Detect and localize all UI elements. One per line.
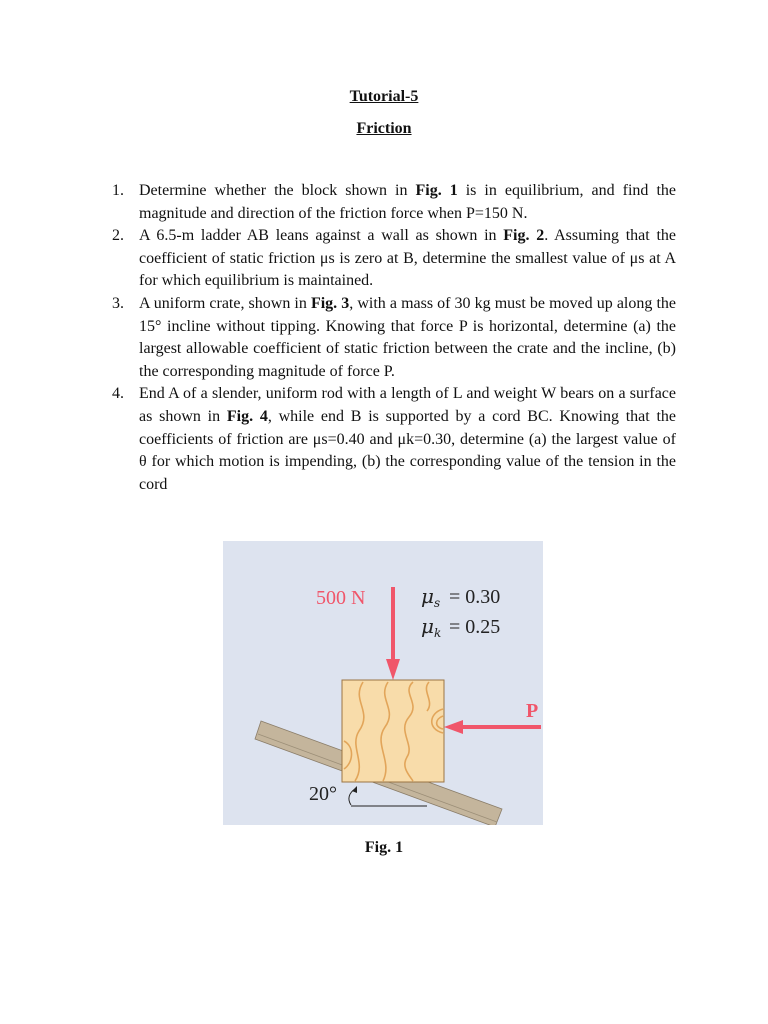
mu-s-value: = 0.30 (449, 586, 501, 608)
figure-reference: Fig. 4 (226, 407, 268, 425)
figure-reference: Fig. 2 (503, 227, 545, 245)
problem-item (112, 225, 676, 293)
figure-1-drawing (223, 541, 543, 825)
problem-item (112, 180, 676, 225)
mu-s-symbol: $\mu_s$ (421, 584, 441, 610)
figure-reference: Fig. 1 (415, 182, 458, 199)
problem-text: , with a mass of 30 kg must be moved up along the 15° incline without tipping. Knowing that force P is horizontal, determine (a) the largest allowable coefficient of static friction between the crate and the incline, (b) the corresponding magnitude of force P. (139, 294, 677, 380)
problem-item (112, 293, 676, 383)
problem-item (112, 383, 676, 496)
figure-reference: Fig. 3 (310, 294, 350, 312)
wooden-block (342, 680, 444, 782)
problem-text: . Assuming that the coefficient of static friction μs is zero at B, determine the smallest value of μs at A for which equilibrium is maintained. (139, 227, 676, 290)
block-face (342, 680, 444, 782)
problem-number: 3. (112, 294, 124, 312)
force-p-label: P (526, 700, 539, 722)
figure-caption: Fig. 1 (364, 839, 404, 856)
problem-number: 1. (112, 182, 124, 199)
angle-label: 20° (309, 783, 337, 805)
problem-text: , while end B is supported by a cord BC. Knowing that the coefficients of friction are μs=0.40 and μk=0.30, determine (a) the largest value of θ for which motion is impending, (b) the corresponding value of the tension in the cord (139, 407, 677, 493)
problem-number: 2. (112, 227, 124, 245)
problem-text: Determine whether the block shown in (139, 182, 416, 199)
load-label: 500 N (316, 587, 366, 609)
problem-text: is in equilibrium, and find the magnitude and direction of the friction force when P=150 N. (139, 182, 676, 222)
problem-text: A 6.5-m ladder AB leans against a wall as shown in (139, 227, 504, 245)
problem-text: End A of a slender, uniform rod with a length of L and weight W bears on a surface as shown in (139, 385, 676, 425)
page-subtitle: Friction (356, 120, 412, 137)
mu-k-symbol: $\mu_k$ (421, 614, 442, 640)
page-title: Tutorial-5 (349, 88, 419, 105)
problem-number: 4. (112, 385, 124, 403)
problem-list (112, 180, 676, 496)
problem-text: A uniform crate, shown in (139, 294, 311, 312)
mu-k-value: = 0.25 (449, 616, 501, 638)
figure-1 (223, 541, 543, 825)
